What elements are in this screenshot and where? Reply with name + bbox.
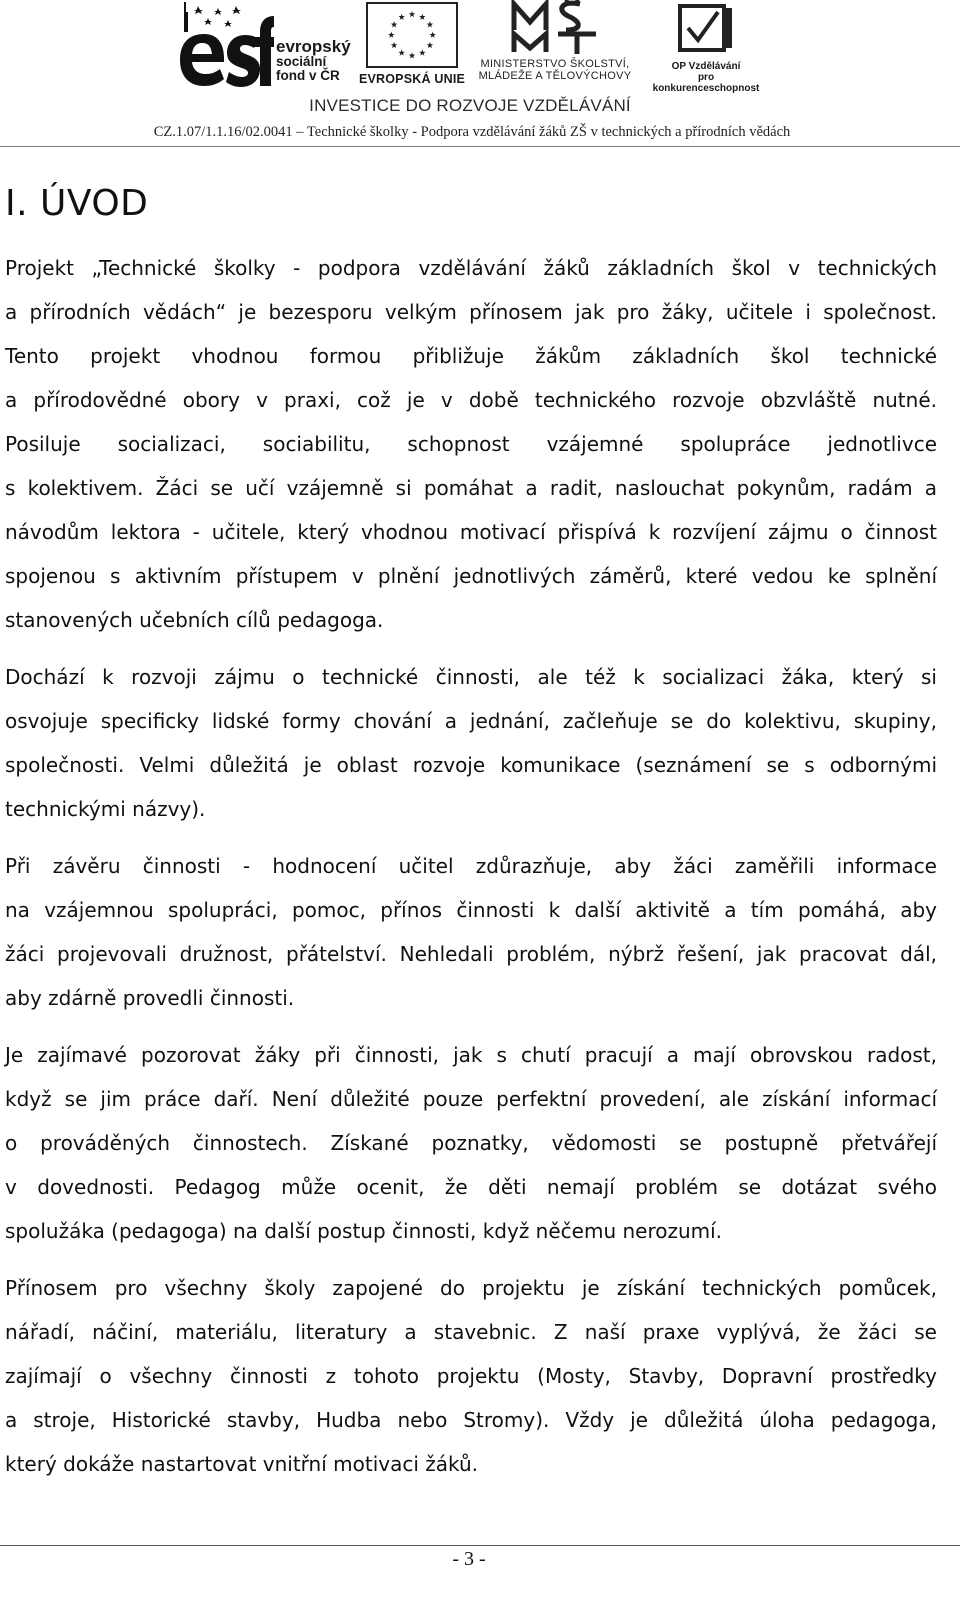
esf-line-3: fond v ČR xyxy=(276,68,340,83)
paragraph-line: v dovednosti. Pedagog může ocenit, že děti nemají problém se dotázat svého xyxy=(5,1175,937,1199)
paragraph-line: osvojuje specificky lidské formy chování a jednání, začleňuje se do kolektivu, skupiny, xyxy=(5,709,937,733)
paragraph-line: s kolektivem. Žáci se učí vzájemně si pomáhat a radit, naslouchat pokynům, radám a xyxy=(5,476,937,500)
msmt-line-1: MINISTERSTVO ŠKOLSTVÍ, xyxy=(480,58,630,70)
eu-star-icon xyxy=(391,21,397,27)
paragraph-line: Je zajímavé pozorovat žáky při činnosti, jak s chutí pracují a mají obrovskou radost, xyxy=(5,1043,937,1067)
header-divider xyxy=(0,146,960,147)
op-label xyxy=(646,61,766,94)
paragraph-line: Dochází k rozvoji zájmu o technické činnosti, ale též k socializaci žáka, který si xyxy=(5,665,937,689)
eu-flag-icon xyxy=(366,2,458,68)
esf-logo-text xyxy=(276,38,351,83)
paragraph-line: aby zdárně provedli činnosti. xyxy=(5,986,295,1010)
eu-star-icon xyxy=(391,42,397,48)
eu-star-icon xyxy=(398,14,404,20)
paragraph xyxy=(5,246,937,642)
paragraph xyxy=(5,1033,937,1253)
paragraph-line: technickými názvy). xyxy=(5,797,206,821)
paragraph-line: Při závěru činnosti - hodnocení učitel zdůrazňuje, aby žáci zaměřili informace xyxy=(5,854,937,878)
paragraph-line: zajímají o všechny činnosti z tohoto projektu (Mosty, Stavby, Dopravní prostředky xyxy=(5,1364,937,1388)
esf-line-2: sociální xyxy=(276,54,327,69)
eu-star-icon xyxy=(427,21,433,27)
paragraph-line: na vzájemnou spolupráci, pomoc, přínos činnosti k další aktivitě a tím pomáhá, aby xyxy=(5,898,937,922)
paragraph xyxy=(5,1266,937,1486)
paragraph-line: společnosti. Velmi důležitá je oblast rozvoje komunikace (seznámení se s odbornými xyxy=(5,753,937,777)
msmt-label xyxy=(470,58,640,82)
paragraph xyxy=(5,655,937,831)
eu-star-icon xyxy=(427,42,433,48)
paragraph-line: stanovených učebních cílů pedagoga. xyxy=(5,608,384,632)
eu-star-icon xyxy=(388,32,394,38)
eu-star-icon xyxy=(419,14,425,20)
eu-label: EVROPSKÁ UNIE xyxy=(358,72,466,86)
paragraph-line: Projekt „Technické školky - podpora vzdělávání žáků základních škol v technických xyxy=(5,256,937,280)
paragraph xyxy=(5,844,937,1020)
paragraph-line: a přírodovědné obory v praxi, což je v době technického rozvoje obzvláště nutné. xyxy=(5,388,937,412)
msmt-logo xyxy=(470,0,640,88)
eu-star-icon xyxy=(429,32,435,38)
footer-divider xyxy=(0,1545,960,1546)
msmt-line-2: MLÁDEŽE A TĚLOVÝCHOVY xyxy=(478,70,632,82)
project-code: CZ.1.07/1.1.16/02.0041 – Technické školky - Podpora vzdělávání žáků ZŠ v technických a přírodních vědách xyxy=(153,124,791,140)
op-vk-logo xyxy=(646,2,766,94)
esf-line-1: evropský xyxy=(276,37,351,56)
paragraph-line: Tento projekt vhodnou formou přibližuje žákům základních škol technické xyxy=(5,344,937,368)
eu-star-icon xyxy=(409,52,415,58)
msmt-logo-icon xyxy=(510,0,600,56)
paragraph-line: o prováděných činnostech. Získané poznatky, vědomosti se postupně přetvářejí xyxy=(5,1131,937,1155)
paragraph-line: nářadí, náčiní, materiálu, literatury a stavebnic. Z naší praxe vyplývá, že žáci se xyxy=(5,1320,937,1344)
op-vk-logo-icon xyxy=(674,2,736,58)
page-number: - 3 - xyxy=(452,1548,486,1570)
esf-logo xyxy=(178,2,350,88)
partner-logos xyxy=(178,0,788,92)
paragraph-line: a přírodních vědách“ je bezesporu velkým přínosem jak pro žáky, učitele i společnost. xyxy=(5,300,937,324)
paragraph-line: žáci projevovali družnost, přátelství. Nehledali problém, nýbrž řešení, jak pracovat dál, xyxy=(5,942,937,966)
paragraph-line: spojenou s aktivním přístupem v plnění jednotlivých záměrů, které vedou ke splnění xyxy=(5,564,937,588)
paragraph-line: návodům lektora - učitele, který vhodnou motivací přispívá k rozvíjení zájmu o činnost xyxy=(5,520,937,544)
paragraph-line: a stroje, Historické stavby, Hudba nebo Stromy). Vždy je důležitá úloha pedagoga, xyxy=(5,1408,937,1432)
paragraph-line: který dokáže nastartovat vnitřní motivaci žáků. xyxy=(5,1452,479,1476)
paragraph-line: Přínosem pro všechny školy zapojené do projektu je získání technických pomůcek, xyxy=(5,1276,937,1300)
section-title: I. ÚVOD xyxy=(5,183,149,224)
paragraph-line: když se jim práce daří. Není důležité pouze perfektní provedení, ale získání informací xyxy=(5,1087,937,1111)
eu-logo xyxy=(356,2,468,88)
paragraphs xyxy=(5,246,937,1486)
op-line-2: pro konkurenceschopnost xyxy=(652,72,760,94)
eu-star-icon xyxy=(398,50,404,56)
eu-star-icon xyxy=(409,11,415,17)
investment-slogan: INVESTICE DO ROZVOJE VZDĚLÁVÁNÍ xyxy=(309,96,631,115)
document-body xyxy=(5,176,937,1499)
paragraph-line: spolužáka (pedagoga) na další postup činnosti, když něčemu nerozumí. xyxy=(5,1219,723,1243)
page-header xyxy=(0,0,960,150)
eu-star-icon xyxy=(419,50,425,56)
esf-logo-icon xyxy=(178,2,274,88)
op-line-1: OP Vzdělávání xyxy=(671,61,741,72)
paragraph-line: Posiluje socializaci, sociabilitu, schopnost vzájemné spolupráce jednotlivce xyxy=(5,432,937,456)
